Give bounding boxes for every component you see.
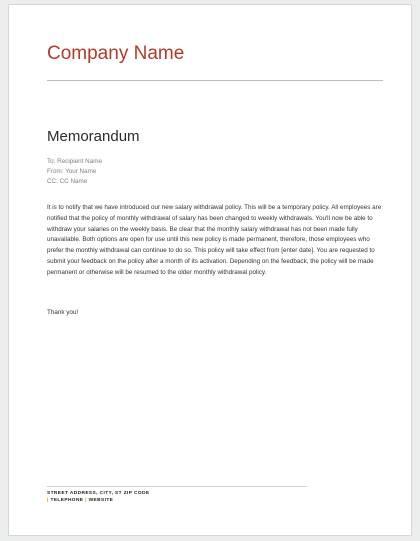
footer-website: WEBSITE xyxy=(88,498,114,503)
memo-title: Memorandum xyxy=(47,128,140,145)
footer-separator: | xyxy=(85,498,87,503)
footer-address: STREET ADDRESS, CITY, ST ZIP CODE xyxy=(47,491,150,496)
footer-separator: | xyxy=(47,498,49,503)
footer xyxy=(47,490,150,504)
footer-contact xyxy=(47,497,150,504)
footer-telephone: TELEPHONE xyxy=(50,498,84,503)
memo-page xyxy=(8,4,412,536)
to-line: To: Recipient Name xyxy=(47,158,102,165)
footer-divider xyxy=(47,486,307,487)
company-name: Company Name xyxy=(47,43,185,64)
from-line: From: Your Name xyxy=(47,168,97,175)
closing-line: Thank you! xyxy=(47,309,79,316)
memo-body: It is to notify that we have introduced our new salary withdrawal policy. This will be a temporary policy. All employees are notified that the policy of monthly withdrawal of salary has been changed to weekly withdrawals. You'll now be able to withdraw your salaries on the weekly basis. Be clear that the monthly salary withdrawal has not been made fully unavailable. Both options are open for use until this new policy is made permanent, therefore, those employees who prefer the monthly withdrawal can continue to do so. This policy will take effect from [enter date]. You are requested to submit your feedback on the policy after a month of its activation. Depending on the feedback, the policy will be made permanent or otherwise will be resumed to the older monthly withdrawal policy. xyxy=(47,204,382,276)
memo-meta xyxy=(47,157,102,187)
header-divider xyxy=(47,80,383,81)
cc-line: CC: CC Name xyxy=(47,178,88,185)
